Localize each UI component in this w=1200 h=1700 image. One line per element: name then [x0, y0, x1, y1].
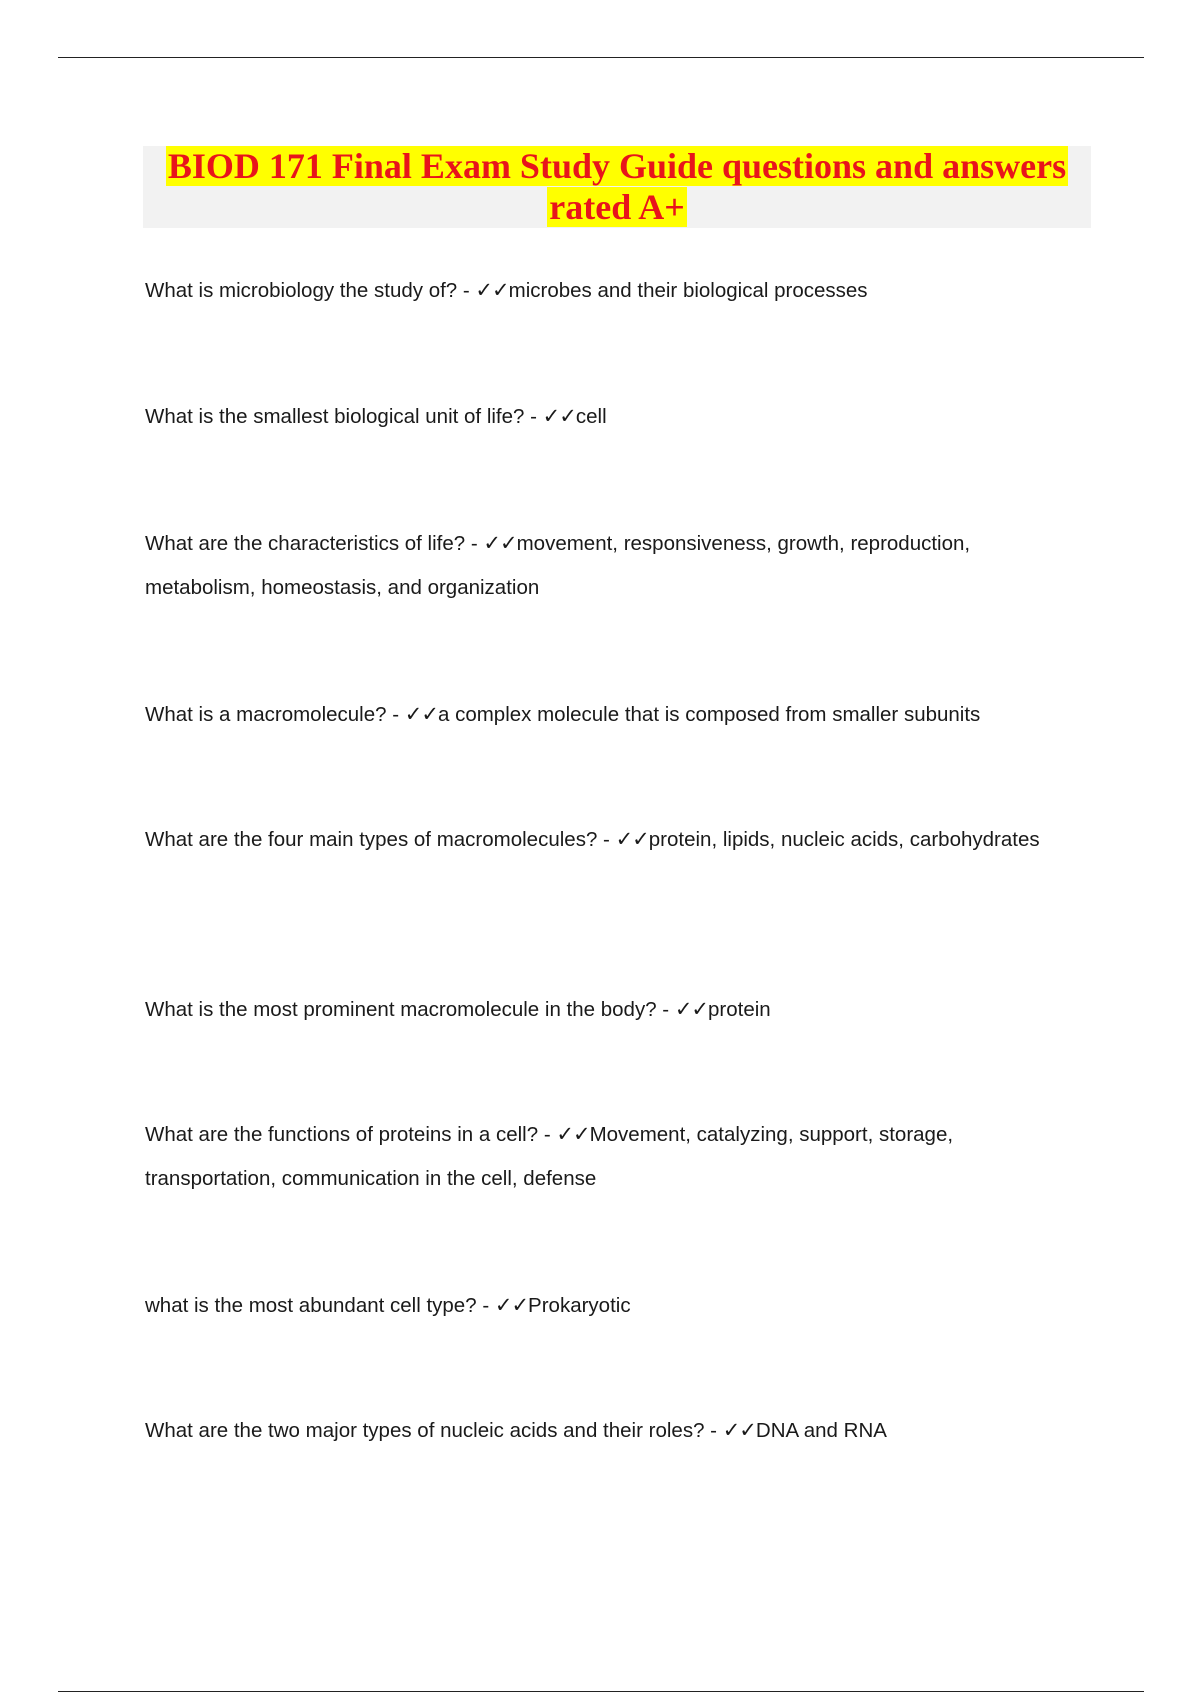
question-text: What is the most prominent macromolecule in the body?: [145, 998, 657, 1021]
separator: -: [524, 405, 543, 428]
question-text: what is the most abundant cell type?: [145, 1294, 477, 1317]
answer-text: cell: [575, 405, 607, 428]
double-check-icon: ✓✓: [722, 1418, 756, 1442]
qa-item: [145, 1283, 1075, 1328]
separator: -: [476, 1294, 495, 1317]
qa-item: [145, 692, 1075, 737]
question-text: What are the functions of proteins in a cell?: [145, 1123, 539, 1146]
answer-text: movement, responsiveness, growth, reproduction, metabolism, homeostasis, and organization: [145, 532, 971, 599]
answer-text: protein, lipids, nucleic acids, carbohydrates: [648, 828, 1040, 851]
title-box: [143, 146, 1091, 228]
double-check-icon: ✓✓: [483, 531, 517, 555]
qa-item: [145, 1112, 1075, 1201]
separator: -: [457, 279, 476, 302]
answer-text: microbes and their biological processes: [508, 279, 868, 302]
double-check-icon: ✓✓: [674, 997, 709, 1021]
question-text: What is microbiology the study of?: [145, 279, 458, 302]
separator: -: [704, 1419, 723, 1442]
question-text: What is the smallest biological unit of life?: [145, 405, 525, 428]
answer-text: protein: [708, 998, 771, 1021]
qa-item: [145, 268, 1075, 313]
double-check-icon: ✓✓: [494, 1293, 529, 1317]
title-line-1: BIOD 171 Final Exam Study Guide questions and answers: [167, 146, 1067, 186]
top-rule: [58, 57, 1144, 58]
qa-item: [145, 394, 1075, 439]
qa-item: [145, 1408, 1075, 1453]
double-check-icon: ✓✓: [556, 1122, 590, 1146]
question-text: What is a macromolecule?: [145, 703, 387, 726]
answer-text: Prokaryotic: [528, 1294, 631, 1317]
bottom-rule: [58, 1691, 1144, 1692]
question-text: What are the characteristics of life?: [145, 532, 466, 555]
double-check-icon: ✓✓: [542, 404, 576, 428]
separator: -: [465, 532, 484, 555]
double-check-icon: ✓✓: [615, 827, 649, 851]
double-check-icon: ✓✓: [475, 278, 509, 302]
question-text: What are the four main types of macromolecules?: [145, 828, 598, 851]
qa-item: [145, 521, 1075, 610]
separator: -: [386, 703, 405, 726]
answer-text: a complex molecule that is composed from smaller subunits: [437, 703, 981, 726]
page-title: [143, 146, 1091, 228]
double-check-icon: ✓✓: [404, 702, 438, 726]
separator: -: [656, 998, 675, 1021]
answer-text: Movement, catalyzing, support, storage, transportation, communication in the cell, defense: [145, 1123, 954, 1190]
title-line-2: rated A+: [549, 187, 685, 227]
qa-item: [145, 817, 1075, 862]
answer-text: DNA and RNA: [755, 1419, 887, 1442]
qa-item: [145, 987, 1075, 1032]
question-text: What are the two major types of nucleic acids and their roles?: [145, 1419, 705, 1442]
separator: -: [538, 1123, 557, 1146]
separator: -: [597, 828, 616, 851]
